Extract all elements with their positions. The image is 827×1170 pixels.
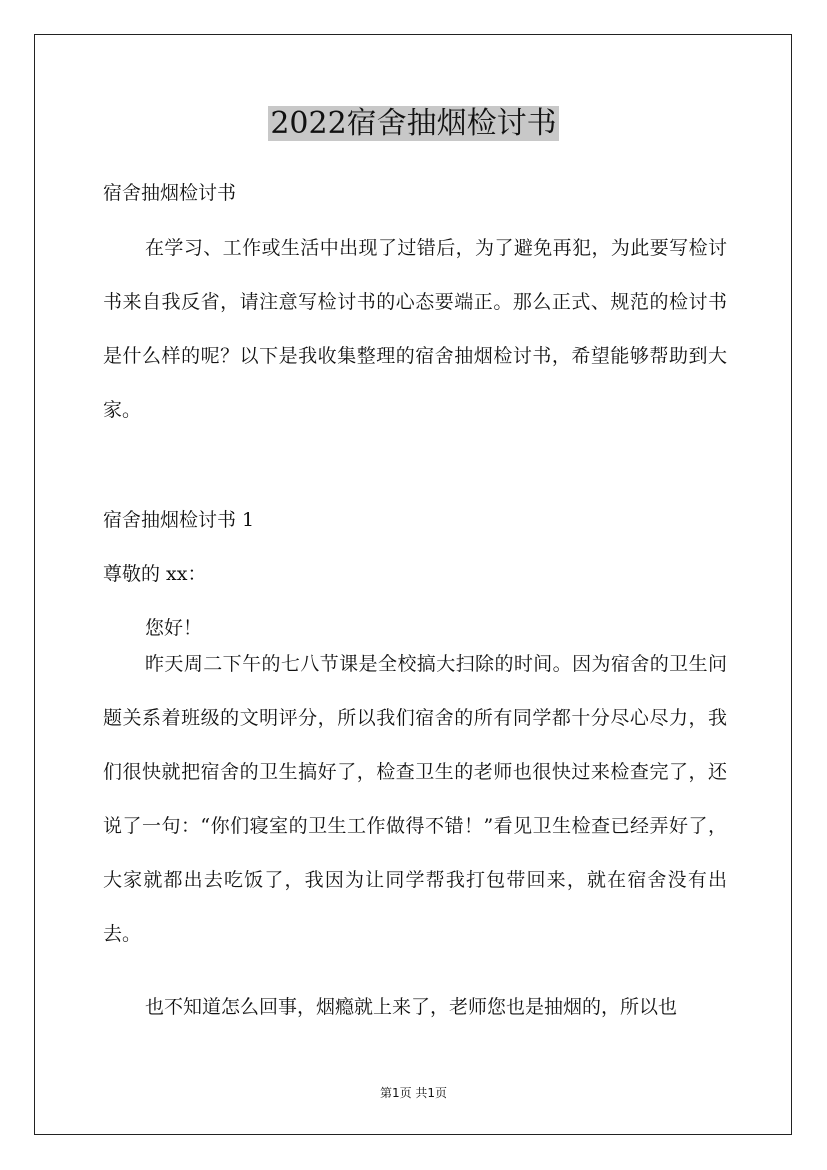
salutation: 尊敬的 xx： [103,563,207,585]
page-number-footer: 第1页 共1页 [379,1086,448,1100]
document-subtitle: 宿舍抽烟检讨书 [103,182,237,204]
body-paragraph-1: 昨天周二下午的七八节课是全校搞大扫除的时间。因为宿舍的卫生问题关系着班级的文明评分，所以我们宿舍的所有同学都十分尽心尽力，我们很快就把宿舍的卫生搞好了，检查卫生的老师也很快过来检查完了，还说了一句：“你们寝室的卫生工作做得不错！”看见卫生检查已经弄好了，大家就都出去吃饭了，我因为让同学帮我打包带回来，就在宿舍没有出去。 [103,653,727,945]
intro-paragraph: 在学习、工作或生活中出现了过错后，为了避免再犯，为此要写检讨书来自我反省，请注意写检讨书的心态要端正。那么正式、规范的检讨书是什么样的呢？以下是我收集整理的宿舍抽烟检讨书，希望能够帮助到大家。 [103,237,727,421]
body-paragraph-2: 也不知道怎么回事，烟瘾就上来了，老师您也是抽烟的，所以也 [145,996,678,1018]
document-title-text: 2022宿舍抽烟检讨书 [270,106,557,141]
document-title [0,104,827,144]
greeting: 您好！ [145,617,203,639]
section-heading: 宿舍抽烟检讨书 1 [103,509,255,531]
